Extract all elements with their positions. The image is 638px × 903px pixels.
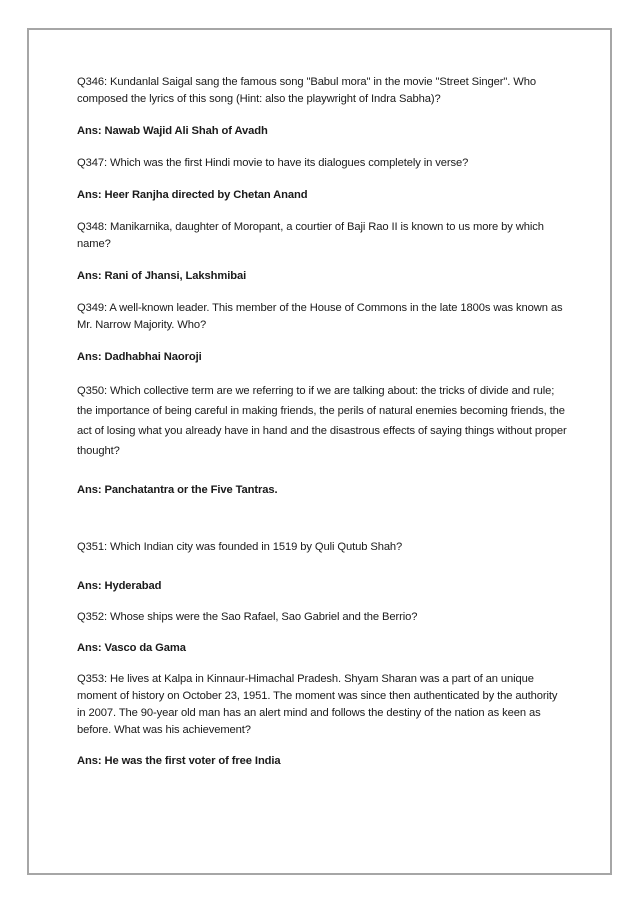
question-q346: Q346: Kundanlal Saigal sang the famous song "Babul mora" in the movie "Street Singer". Who composed the lyrics of this song (Hint: also the playwright of Indra Sabha)? <box>77 76 537 105</box>
quiz-content <box>77 74 567 770</box>
question-q353: Q353: He lives at Kalpa in Kinnaur-Himachal Pradesh. Shyam Sharan was a part of an unique moment of history on October 23, 1951. The moment was since then authenticated by the authority in 2007. The 90-year old man has an alert mind and follows the destiny of the nation as keen as before. What was his achievement? <box>77 673 558 736</box>
answer-q349: Ans: Dadhabhai Naoroji <box>77 351 202 363</box>
question-q348: Q348: Manikarnika, daughter of Moropant, a courtier of Baji Rao II is known to us more by which name? <box>77 221 544 250</box>
answer-q352: Ans: Vasco da Gama <box>77 642 186 654</box>
answer-q353: Ans: He was the first voter of free India <box>77 755 281 767</box>
answer-q350: Ans: Panchatantra or the Five Tantras. <box>77 484 278 496</box>
question-q347: Q347: Which was the first Hindi movie to have its dialogues completely in verse? <box>77 157 469 169</box>
question-q351: Q351: Which Indian city was founded in 1519 by Quli Qutub Shah? <box>77 541 403 553</box>
answer-q347: Ans: Heer Ranjha directed by Chetan Anand <box>77 189 308 201</box>
question-q350: Q350: Which collective term are we referring to if we are talking about: the tricks of divide and rule; the importance of being careful in making friends, the perils of natural enemies becoming friends, the act of losing what you already have in hand and the disastrous effects of saying things without proper thought? <box>77 385 567 457</box>
question-q352: Q352: Whose ships were the Sao Rafael, Sao Gabriel and the Berrio? <box>77 611 418 623</box>
answer-q351: Ans: Hyderabad <box>77 580 162 592</box>
question-q349: Q349: A well-known leader. This member of the House of Commons in the late 1800s was known as Mr. Narrow Majority. Who? <box>77 302 563 331</box>
answer-q346: Ans: Nawab Wajid Ali Shah of Avadh <box>77 125 268 137</box>
answer-q348: Ans: Rani of Jhansi, Lakshmibai <box>77 270 247 282</box>
